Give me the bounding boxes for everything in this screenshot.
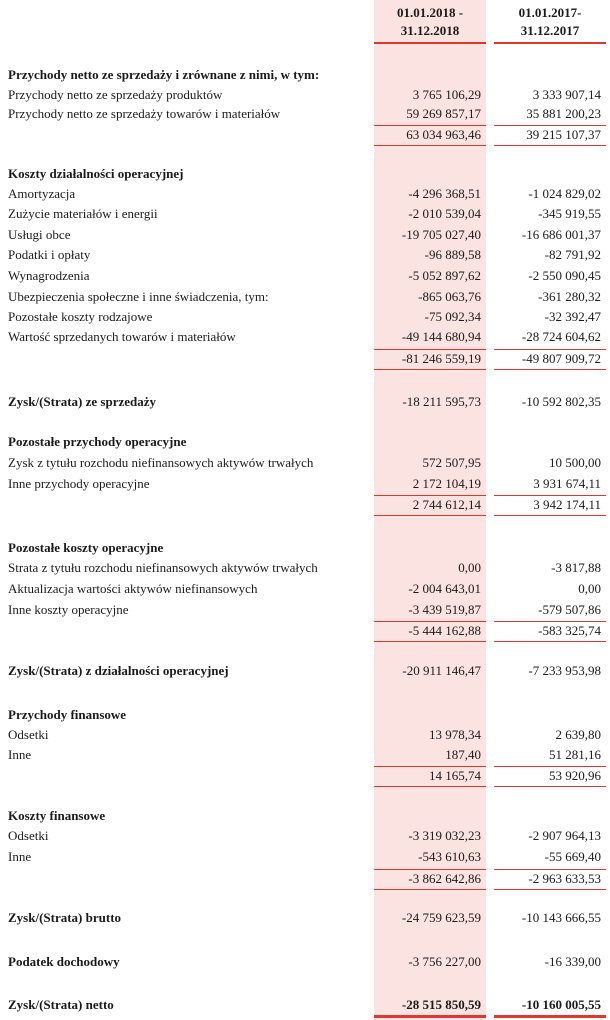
row-label: Przychody netto ze sprzedaży i zrównane z nimi, w tym:: [8, 67, 320, 82]
column-header-2017-line2: 31.12.2017: [520, 23, 580, 38]
line-item-row: [0, 475, 610, 493]
line-item-row: [0, 580, 610, 598]
subtotal-rule-bottom: [494, 145, 606, 146]
subtotal-rule-bottom: [374, 786, 486, 787]
total-row: [0, 996, 610, 1014]
value-2017: -10 160 005,55: [521, 997, 601, 1012]
value-2017: -55 669,40: [544, 849, 601, 864]
value-2018: -19 705 027,40: [401, 227, 481, 242]
value-2018: -18 211 595,73: [402, 394, 481, 409]
value-2018: -3 756 227,00: [408, 954, 481, 969]
total-row: [0, 953, 610, 971]
subtotal-rule-top: [494, 349, 606, 350]
subtotal-rule-bottom: [494, 515, 606, 516]
subtotal-row: [0, 496, 610, 514]
subtotal-rule-top: [374, 495, 486, 496]
value-2018: -24 759 623,59: [401, 910, 481, 925]
value-2017: -7 233 953,98: [528, 663, 601, 678]
total-row: [0, 393, 610, 411]
value-2017: 3 333 907,14: [532, 87, 601, 102]
value-2017: -28 724 604,62: [521, 329, 601, 344]
value-2017: -2 550 090,45: [528, 268, 601, 283]
value-2017: 10 500,00: [549, 455, 601, 470]
row-label: Zysk/(Strata) z działalności operacyjnej: [8, 663, 229, 678]
subtotal-row: [0, 126, 610, 144]
value-2017: -579 507,86: [538, 602, 601, 617]
value-2018: -20 911 146,47: [402, 663, 481, 678]
value-2017: -2 907 964,13: [528, 828, 601, 843]
line-item-row: [0, 848, 610, 866]
value-2017: 3 942 174,11: [533, 497, 601, 512]
value-2018: -96 889,58: [424, 247, 481, 262]
row-label: Amortyzacja: [8, 186, 76, 201]
line-item-row: [0, 559, 610, 577]
row-label: Wartość sprzedanych towarów i materiałów: [8, 329, 236, 344]
line-item-row: [0, 827, 610, 845]
row-label: Inne: [8, 849, 32, 864]
column-header-2017: [494, 4, 606, 40]
column-header-2018-line1: 01.01.2018 -: [396, 5, 464, 20]
value-2017: 2 639,80: [555, 727, 601, 742]
header-rule-2017: [494, 42, 606, 44]
subtotal-row: [0, 350, 610, 368]
value-2017: -10 592 802,35: [521, 394, 601, 409]
value-2017: -361 280,32: [538, 289, 601, 304]
row-label: Zysk z tytułu rozchodu niefinansowych aktywów trwałych: [8, 455, 314, 470]
subtotal-row: [0, 870, 610, 888]
value-2017: -345 919,55: [538, 206, 601, 221]
row-label: Inne koszty operacyjne: [8, 602, 129, 617]
value-2018: 59 269 857,17: [406, 106, 481, 121]
line-item-row: [0, 454, 610, 472]
value-2018: -49 144 680,94: [401, 329, 481, 344]
subtotal-rule-bottom: [374, 515, 486, 516]
subtotal-rule-bottom: [374, 369, 486, 370]
row-label: Przychody finansowe: [8, 707, 127, 722]
row-label: Koszty działalności operacyjnej: [8, 166, 184, 181]
subtotal-rule-bottom: [494, 369, 606, 370]
line-item-row: [0, 726, 610, 744]
subtotal-rule-bottom: [374, 889, 486, 890]
row-label: Ubezpieczenia społeczne i inne świadczenia, tym:: [8, 289, 269, 304]
subtotal-row: [0, 622, 610, 640]
line-item-row: [0, 746, 610, 764]
subtotal-rule-top: [494, 125, 606, 126]
subtotal-rule-bottom: [494, 1015, 606, 1018]
section-heading-row: [0, 433, 610, 451]
subtotal-rule-bottom: [374, 1015, 486, 1018]
row-label: Pozostałe koszty operacyjne: [8, 540, 164, 555]
subtotal-rule-bottom: [494, 641, 606, 642]
subtotal-rule-top: [374, 125, 486, 126]
value-2018: -543 610,63: [418, 849, 481, 864]
header-rule-2018: [374, 42, 486, 44]
subtotal-rule-bottom: [374, 641, 486, 642]
row-label: Podatki i opłaty: [8, 247, 91, 262]
total-row: [0, 909, 610, 927]
subtotal-rule-top: [374, 869, 486, 870]
subtotal-rule-top: [374, 349, 486, 350]
row-label: Koszty finansowe: [8, 808, 106, 823]
row-label: Zysk/(Strata) netto: [8, 997, 114, 1012]
value-2017: 53 920,96: [549, 768, 601, 783]
line-item-row: [0, 105, 610, 123]
value-2017: 39 215 107,37: [526, 127, 601, 142]
subtotal-rule-top: [494, 495, 606, 496]
value-2018: 2 172 104,19: [412, 476, 481, 491]
value-2018: 0,00: [458, 560, 481, 575]
row-label: Podatek dochodowy: [8, 954, 120, 969]
subtotal-rule-bottom: [494, 786, 606, 787]
value-2017: -583 325,74: [538, 623, 601, 638]
subtotal-rule-top: [374, 621, 486, 622]
value-2018: 3 765 106,29: [412, 87, 481, 102]
value-2017: -16 339,00: [544, 954, 601, 969]
value-2018: 2 744 612,14: [412, 497, 481, 512]
row-label: Odsetki: [8, 727, 49, 742]
value-2018: 63 034 963,46: [406, 127, 481, 142]
subtotal-rule-top: [494, 869, 606, 870]
row-label: Pozostałe przychody operacyjne: [8, 434, 187, 449]
column-header-2018: [374, 4, 486, 40]
section-heading-row: [0, 539, 610, 557]
subtotal-rule-top: [494, 766, 606, 767]
line-item-row: [0, 288, 610, 306]
row-label: Aktualizacja wartości aktywów niefinansowych: [8, 581, 258, 596]
row-label: Zysk/(Strata) ze sprzedaży: [8, 394, 157, 409]
value-2018: -81 246 559,19: [401, 351, 481, 366]
value-2017: 51 281,16: [549, 747, 601, 762]
value-2018: -3 862 642,86: [408, 871, 481, 886]
line-item-row: [0, 308, 610, 326]
value-2018: -28 515 850,59: [401, 997, 481, 1012]
row-label: Zysk/(Strata) brutto: [8, 910, 122, 925]
row-label: Strata z tytułu rozchodu niefinansowych aktywów trwałych: [8, 560, 318, 575]
line-item-row: [0, 205, 610, 223]
line-item-row: [0, 246, 610, 264]
column-header-2018-line2: 31.12.2018: [400, 23, 460, 38]
value-2017: 0,00: [578, 581, 601, 596]
value-2018: -5 052 897,62: [408, 268, 481, 283]
row-label: Zużycie materiałów i energii: [8, 206, 158, 221]
value-2018: 13 978,34: [429, 727, 481, 742]
value-2018: -4 296 368,51: [408, 186, 481, 201]
column-header-2017-line1: 01.01.2017-: [518, 5, 582, 20]
value-2018: 14 165,74: [429, 768, 481, 783]
line-item-row: [0, 328, 610, 346]
value-2018: -3 439 519,87: [408, 602, 481, 617]
value-2018: 572 507,95: [422, 455, 481, 470]
value-2017: -49 807 909,72: [521, 351, 601, 366]
value-2018: -75 092,34: [424, 309, 481, 324]
value-2017: -3 817,88: [551, 560, 601, 575]
row-label: Inne przychody operacyjne: [8, 476, 150, 491]
row-label: Usługi obce: [8, 227, 71, 242]
value-2018: -865 063,76: [418, 289, 481, 304]
line-item-row: [0, 226, 610, 244]
line-item-row: [0, 601, 610, 619]
value-2017: 3 931 674,11: [533, 476, 601, 491]
row-label: Pozostałe koszty rodzajowe: [8, 309, 153, 324]
section-heading-row: [0, 706, 610, 724]
value-2018: -3 319 032,23: [408, 828, 481, 843]
subtotal-row: [0, 767, 610, 785]
row-label: Odsetki: [8, 828, 49, 843]
subtotal-rule-bottom: [374, 145, 486, 146]
value-2018: -5 444 162,88: [408, 623, 481, 638]
row-label: Przychody netto ze sprzedaży produktów: [8, 87, 223, 102]
value-2017: -10 143 666,55: [521, 910, 601, 925]
line-item-row: [0, 185, 610, 203]
row-label: Wynagrodzenia: [8, 268, 90, 283]
value-2018: -2 010 539,04: [408, 206, 481, 221]
value-2017: -32 392,47: [544, 309, 601, 324]
value-2017: -1 024 829,02: [528, 186, 601, 201]
line-item-row: [0, 86, 610, 104]
line-item-row: [0, 267, 610, 285]
row-label: Przychody netto ze sprzedaży towarów i materiałów: [8, 106, 281, 121]
value-2018: 187,40: [445, 747, 481, 762]
value-2017: -2 963 633,53: [528, 871, 601, 886]
value-2017: -82 791,92: [544, 247, 601, 262]
subtotal-rule-top: [494, 621, 606, 622]
section-heading-row: [0, 807, 610, 825]
subtotal-rule-bottom: [494, 889, 606, 890]
section-heading-row: [0, 66, 610, 84]
value-2017: 35 881 200,23: [526, 106, 601, 121]
row-label: Inne: [8, 747, 32, 762]
value-2018: -2 004 643,01: [408, 581, 481, 596]
section-heading-row: [0, 165, 610, 183]
total-row: [0, 662, 610, 680]
subtotal-rule-top: [374, 766, 486, 767]
value-2017: -16 686 001,37: [521, 227, 601, 242]
